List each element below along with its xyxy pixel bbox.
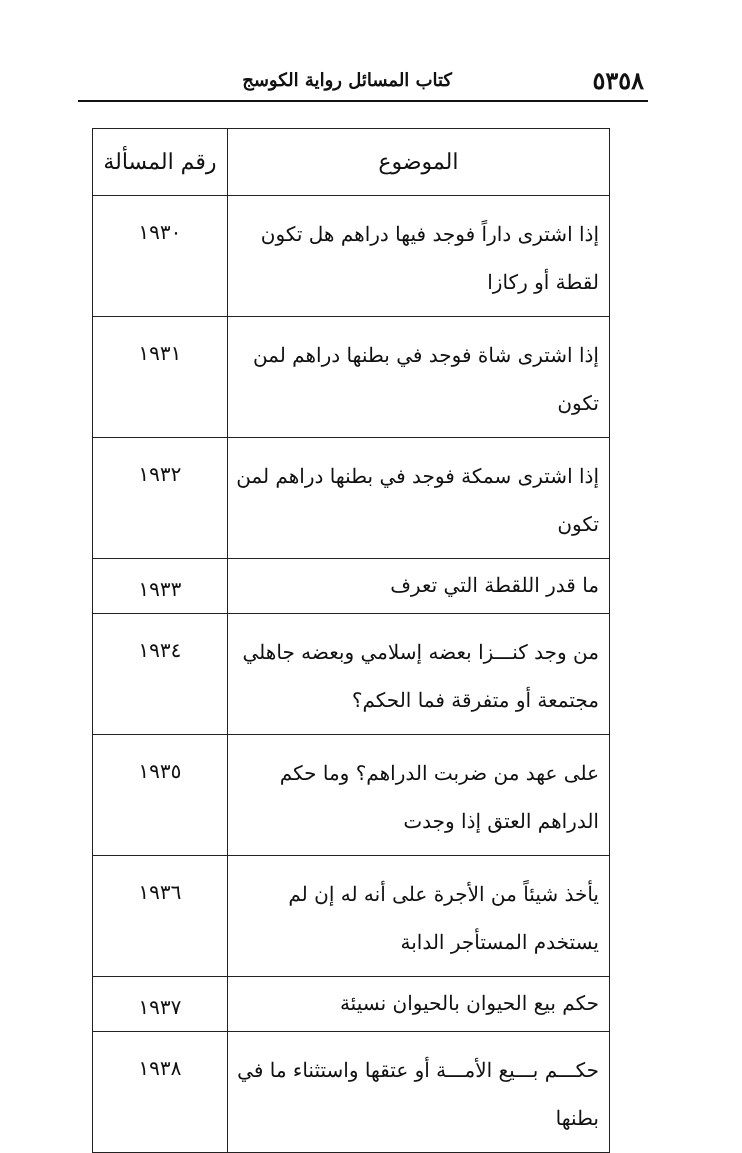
issue-number-cell: ١٩٣٠ — [93, 196, 228, 317]
issue-number-cell: ١٩٣٧ — [93, 977, 228, 1032]
page-number: ٥٣٥٨ — [592, 66, 644, 95]
topic-cell: على عهد من ضربت الدراهم؟ وما حكم الدراهم العتق إذا وجدت — [227, 735, 609, 856]
issue-number-cell: ١٩٣٦ — [93, 856, 228, 977]
topic-cell: من وجد كنـــزا بعضه إسلامي وبعضه جاهلي مجتمعة أو متفرقة فما الحكم؟ — [227, 614, 609, 735]
topic-cell: حكم بيع الحيوان بالحيوان نسيئة — [227, 977, 609, 1032]
table-header-row — [93, 129, 610, 196]
topics-index-table — [92, 128, 610, 1153]
issue-number-cell: ١٩٣٤ — [93, 614, 228, 735]
topic-column-header: الموضوع — [227, 129, 609, 196]
topic-cell: حكـــم بـــيع الأمـــة أو عتقها واستثناء ما في بطنها — [227, 1032, 609, 1153]
book-title: كتاب المسائل رواية الكوسج — [242, 70, 452, 91]
topic-cell: يأخذ شيئاً من الأجرة على أنه له إن لم يستخدم المستأجر الدابة — [227, 856, 609, 977]
topic-cell: إذا اشترى سمكة فوجد في بطنها دراهم لمن تكون — [227, 438, 609, 559]
table-row — [93, 735, 610, 856]
table-row — [93, 977, 610, 1032]
page-header — [78, 62, 648, 102]
issue-number-cell: ١٩٣٣ — [93, 559, 228, 614]
issue-number-cell: ١٩٣٥ — [93, 735, 228, 856]
topic-cell: إذا اشترى شاة فوجد في بطنها دراهم لمن تكون — [227, 317, 609, 438]
table-row — [93, 856, 610, 977]
table-row — [93, 196, 610, 317]
topic-cell: ما قدر اللقطة التي تعرف — [227, 559, 609, 614]
table-row — [93, 559, 610, 614]
issue-number-cell: ١٩٣٨ — [93, 1032, 228, 1153]
table-row — [93, 1032, 610, 1153]
table-row — [93, 438, 610, 559]
table-row — [93, 614, 610, 735]
issue-number-cell: ١٩٣١ — [93, 317, 228, 438]
issue-number-cell: ١٩٣٢ — [93, 438, 228, 559]
issue-number-column-header: رقم المسألة — [93, 129, 228, 196]
table-row — [93, 317, 610, 438]
topic-cell: إذا اشترى داراً فوجد فيها دراهم هل تكون لقطة أو ركازا — [227, 196, 609, 317]
